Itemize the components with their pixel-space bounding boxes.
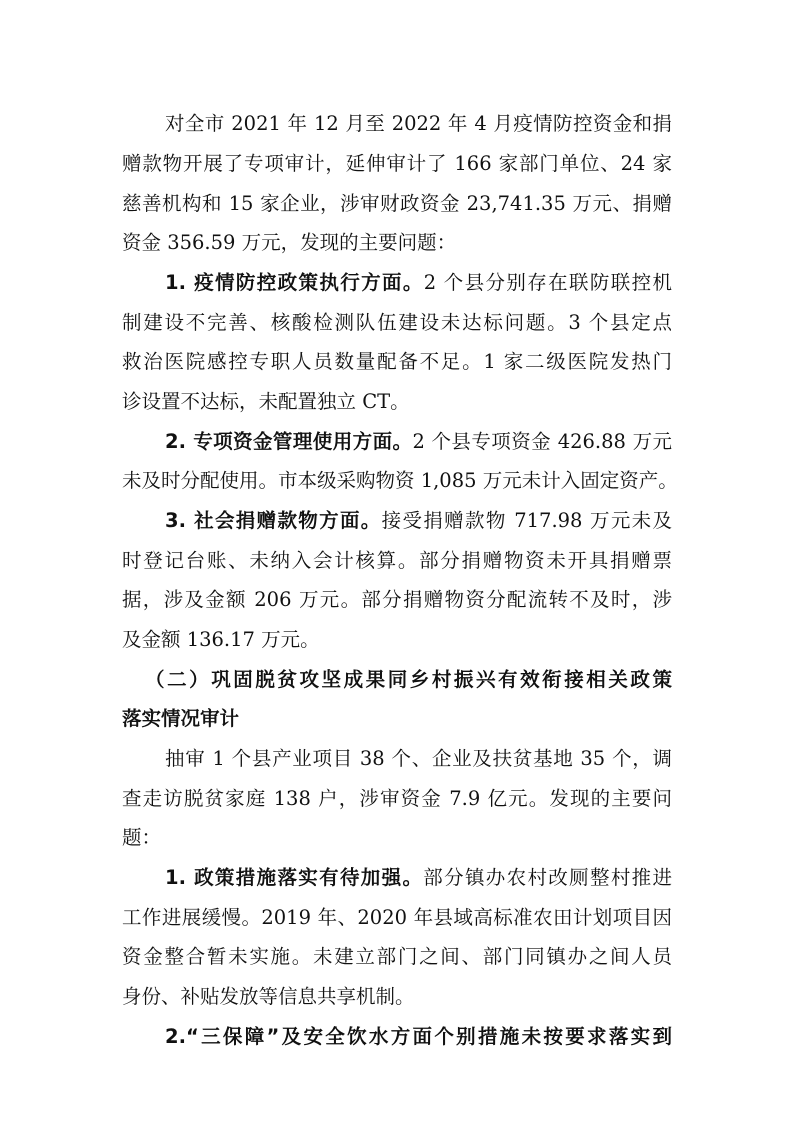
list-item-line: 及金额 136.17 万元。	[122, 628, 320, 651]
list-item-line	[0, 864, 672, 892]
item-text: 接受捐赠款物 717.98 万元未及	[381, 509, 673, 532]
paragraph-line: 抽审 1 个县产业项目 38 个、企业及扶贫基地 35 个，调	[165, 747, 672, 770]
list-item-line	[0, 507, 672, 535]
item-lead: 2. 专项资金管理使用方面。	[165, 430, 413, 453]
item-text: 2 个县专项资金 426.88 万元	[412, 430, 673, 453]
list-item-line: 制建设不完善、核酸检测队伍建设未达标问题。3 个县定点	[122, 311, 672, 334]
list-item-line: 救治医院感控专职人员数量配备不足。1 家二级医院发热门	[122, 350, 672, 373]
item-text: 部分镇办农村改厕整村推进	[423, 866, 672, 889]
list-item-line: 未及时分配使用。市本级采购物资 1,085 万元未计入固定资产。	[122, 469, 678, 492]
paragraph-line: 赠款物开展了专项审计，延伸审计了 166 家部门单位、24 家	[122, 152, 672, 175]
paragraph-line: 对全市 2021 年 12 月至 2022 年 4 月疫情防控资金和捐	[165, 112, 672, 135]
paragraph-line: 题：	[122, 826, 162, 849]
paragraph-line: 资金 356.59 万元，发现的主要问题：	[122, 231, 457, 254]
list-item-line: 资金整合暂未实施。未建立部门之间、部门同镇办之间人员	[122, 945, 672, 968]
item-lead: 1. 疫情防控政策执行方面。	[165, 271, 424, 294]
list-item-line: 身份、补贴发放等信息共享机制。	[122, 985, 415, 1008]
item-lead: 3. 社会捐赠款物方面。	[165, 509, 382, 532]
section-heading: （二）巩固脱贫攻坚成果同乡村振兴有效衔接相关政策	[145, 668, 672, 691]
paragraph-line: 慈善机构和 15 家企业，涉审财政资金 23,741.35 万元、捐赠	[122, 192, 672, 215]
list-item-line: 诊设置不达标，未配置独立 CT。	[122, 390, 410, 413]
item-text: 2 个县分别存在联防联控机	[423, 271, 672, 294]
item-lead: 1. 政策措施落实有待加强。	[165, 866, 424, 889]
list-item-line: 时登记台账、未纳入会计核算。部分捐赠物资未开具捐赠票	[122, 549, 672, 572]
section-heading: 落实情况审计	[122, 707, 240, 730]
list-item-line: 据，涉及金额 206 万元。部分捐赠物资分配流转不及时，涉	[122, 588, 672, 611]
paragraph-line: 查走访脱贫家庭 138 户，涉审资金 7.9 亿元。发现的主要问	[122, 787, 672, 810]
list-item-line	[0, 269, 672, 297]
list-item-line: 工作进展缓慢。2019 年、2020 年县域高标准农田计划项目因	[122, 906, 672, 929]
list-item-line	[0, 428, 672, 456]
list-item-line: 2.“三保障”及安全饮水方面个别措施未按要求落实到	[165, 1025, 672, 1048]
